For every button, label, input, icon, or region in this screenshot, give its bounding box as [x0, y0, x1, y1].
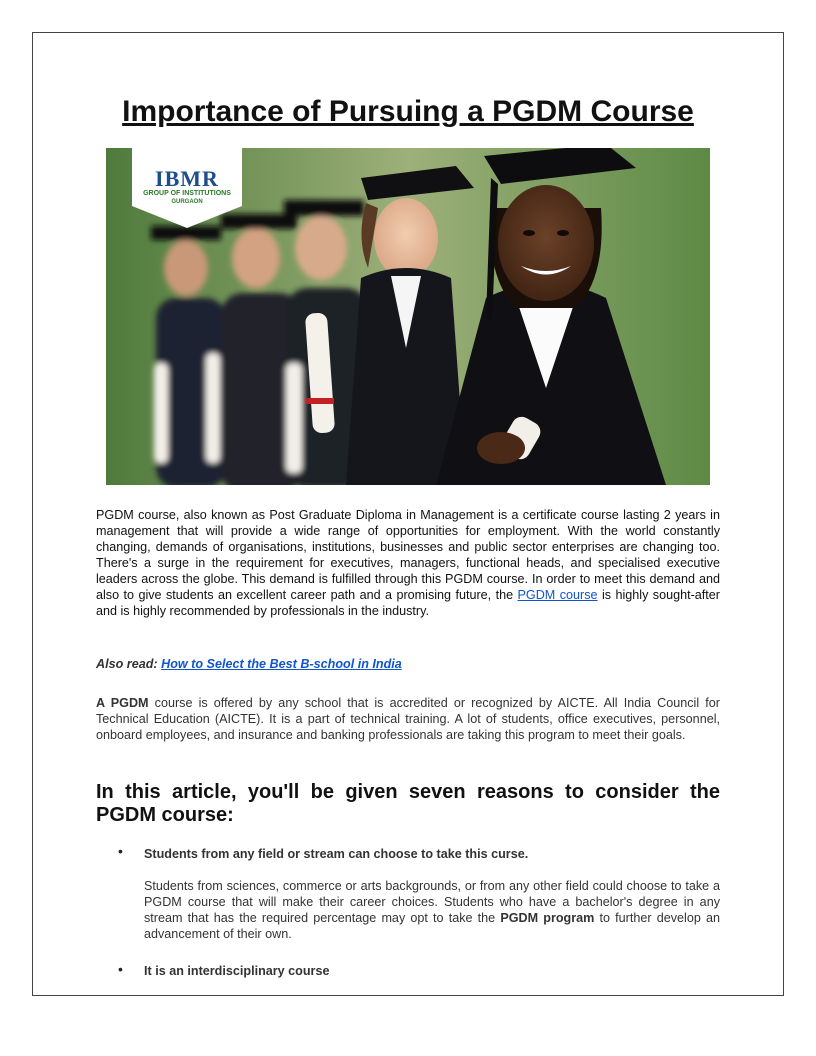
- bullet-title-interdisciplinary: It is an interdisciplinary course: [144, 964, 330, 978]
- intro-paragraph: [96, 507, 720, 619]
- aicte-bold-lead: A PGDM: [96, 696, 149, 710]
- bullet-title-any-stream: Students from any field or stream can choose to take this curse.: [144, 847, 529, 861]
- intro-text-end: is highly sought-after and is highly recommended by professionals in the industry.: [96, 588, 720, 618]
- aicte-text: course is offered by any school that is accredited or recognized by AICTE. All India Council for Technical Education (AICTE). It is a part of technical training. A lot of students, office executives, personnel, onboard employees, and insurance and banking professionals are taking this program to meet their goals.: [96, 696, 720, 742]
- pgdm-program-bold: PGDM program: [500, 911, 595, 925]
- bullet-marker: •: [118, 961, 123, 977]
- bullet-body-end: to further develop an advancement of their own.: [144, 911, 720, 941]
- bullet-body-start: Students from sciences, commerce or arts backgrounds, or from any other field could choose to take a PGDM course that will make their career choices. Students who have a bachelor's degree in any stream that has the required percentage may opt to take the: [144, 879, 720, 925]
- section-heading: In this article, you'll be given seven reasons to consider the PGDM course:: [96, 781, 720, 826]
- bullet-body-any-stream: [144, 878, 720, 942]
- logo-city: GURGAON: [171, 199, 203, 205]
- hero-image-graduates: [106, 148, 710, 485]
- also-read-line: [96, 657, 720, 671]
- page-title: Importance of Pursuing a PGDM Course: [122, 95, 694, 128]
- intro-text-start: PGDM course, also known as Post Graduate Diploma in Management is a certificate course lasting 2 years in management that will provide a wide range of opportunities for employment. With the world constantly changing, demands of organisations, institutions, businesses and public sector enterprises are changing too. There's a surge in the requirement for executives, managers, functional heads, and specialised executive leaders across the globe. This demand is fulfilled through this PGDM course. In order to meet this demand and also to give students an excellent career path and a promising future, the: [96, 508, 720, 602]
- institution-logo: IBMR: [155, 166, 219, 191]
- logo-subtitle: GROUP OF INSTITUTIONS: [143, 190, 231, 197]
- pgdm-course-link[interactable]: PGDM course: [517, 588, 598, 602]
- aicte-paragraph: [96, 695, 720, 743]
- also-read-label: Also read:: [96, 657, 162, 671]
- also-read-link[interactable]: How to Select the Best B-school in India: [161, 657, 402, 671]
- bullet-marker: •: [118, 843, 123, 859]
